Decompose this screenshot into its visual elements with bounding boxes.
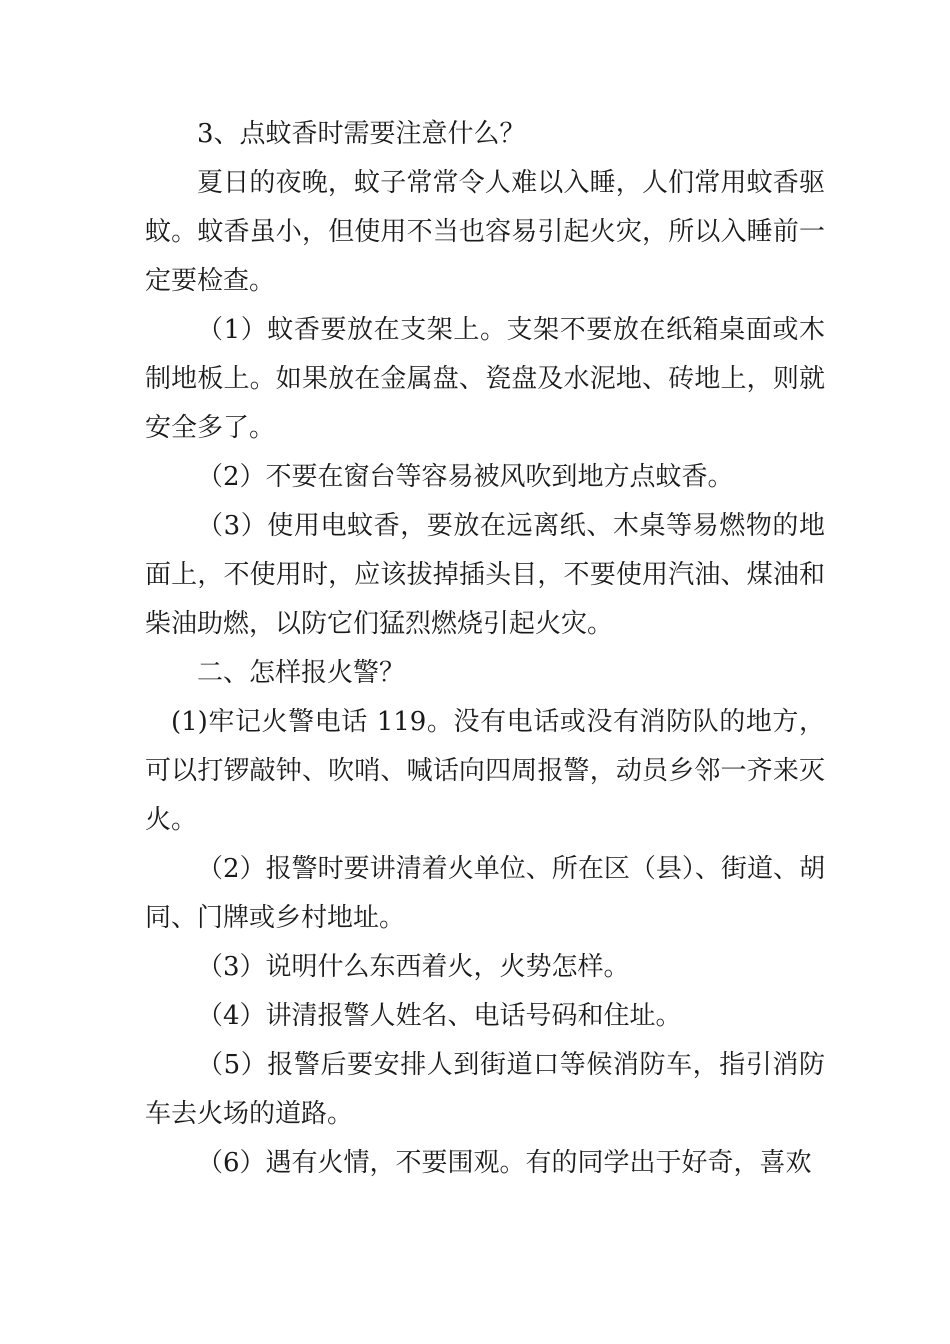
paragraph: （4）讲清报警人姓名、电话号码和住址。 xyxy=(197,1001,682,1031)
paragraph: （3）使用电蚊香，要放在远离纸、木桌等易燃物的地面上，不使用时，应该拔掉插头目，不要使用汽油、煤油和柴油助燃，以防它们猛烈燃烧引起火灾。 xyxy=(145,511,825,639)
paragraph: （2）不要在窗台等容易被风吹到地方点蚊香。 xyxy=(197,462,734,492)
paragraph: （2）报警时要讲清着火单位、所在区（县）、街道、胡同、门牌或乡村地址。 xyxy=(145,854,825,933)
paragraph: 夏日的夜晚，蚊子常常令人难以入睡，人们常用蚊香驱蚊。蚊香虽小，但使用不当也容易引起火灾，所以入睡前一定要检查。 xyxy=(145,168,825,296)
paragraph: （3）说明什么东西着火，火势怎样。 xyxy=(197,952,630,982)
paragraph: (1)牢记火警电话 119。没有电话或没有消防队的地方，可以打锣敲钟、吹哨、喊话向四周报警，动员乡邻一齐来灭火。 xyxy=(145,707,825,835)
section-heading-fire-alarm: 二、怎样报火警？ xyxy=(197,658,406,688)
paragraph: （6）遇有火情，不要围观。有的同学出于好奇，喜欢 xyxy=(197,1148,812,1178)
paragraph: （1）蚊香要放在支架上。支架不要放在纸箱桌面或木制地板上。如果放在金属盘、瓷盘及水泥地、砖地上，则就安全多了。 xyxy=(145,315,825,443)
document-body xyxy=(145,110,825,1188)
section-heading-mosquito-coil: 3、点蚊香时需要注意什么？ xyxy=(197,119,526,149)
paragraph: （5）报警后要安排人到街道口等候消防车，指引消防车去火场的道路。 xyxy=(145,1050,825,1129)
